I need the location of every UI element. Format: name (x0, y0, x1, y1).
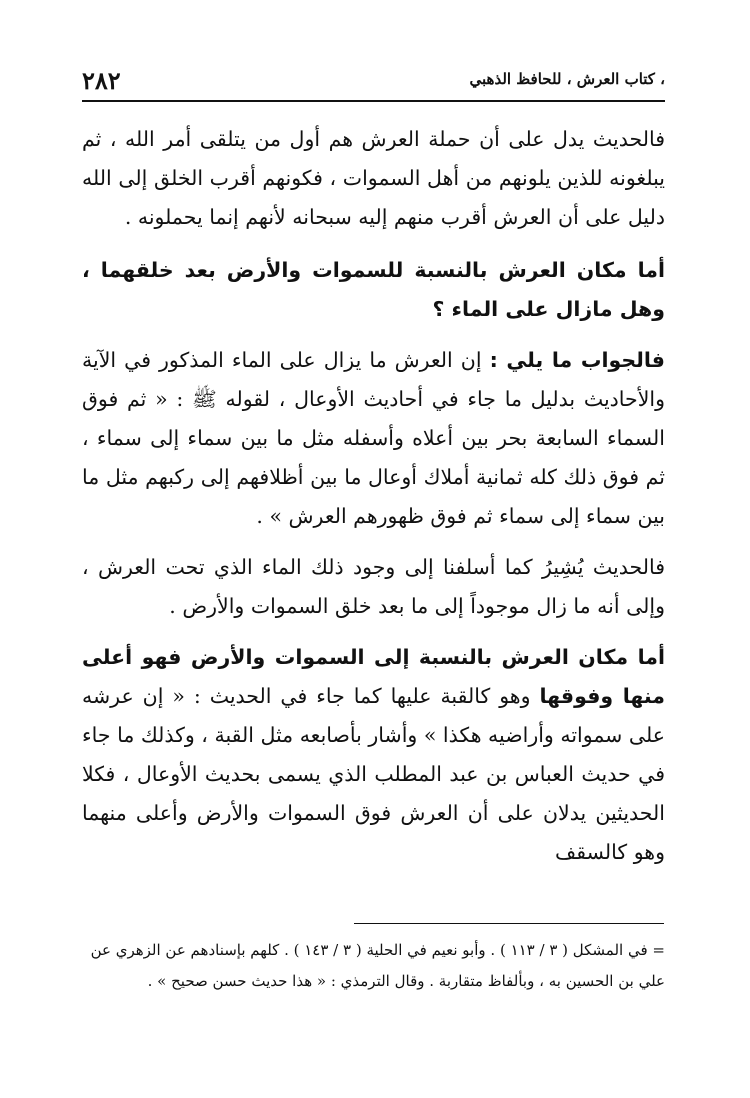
paragraph-3: فالحديث يُشِيرُ كما أسلفنا إلى وجود ذلك الماء الذي تحت العرش ، وإلى أنه ما زال موجوداً إلى ما بعد خلق السموات والأرض . (82, 555, 665, 618)
footnote (82, 935, 665, 997)
footnote-line-1: = في المشكل ( ٣ / ١١٣ ) . وأبو نعيم في الحلية ( ٣ / ١٤٣ ) . كلهم بإسنادهم عن الزهري عن (90, 941, 665, 959)
answer-lead: فالجواب ما يلي : (489, 348, 665, 372)
paragraph-2 (82, 341, 665, 536)
paragraph-2-text: إن العرش ما يزال على الماء المذكور في الآية والأحاديث بدليل ما جاء في أحاديث الأوعال ، لقوله ﷺ : « ثم فوق السماء السابعة بحر بين أعلاه وأسفله مثل ما بين سماء إلى سماء ، ثم فوق ذلك كله ثمانية أملاك أوعال ما بين أظلافهم إلى ركبهم مثل ما بين سماء إلى سماء ثم فوق ظهورهم العرش » . (82, 348, 665, 528)
running-header (82, 66, 665, 100)
paragraph-4-text: وهو كالقبة عليها كما جاء في الحديث : « إن عرشه على سمواته وأراضيه هكذا » وأشار بأصابعه مثل القبة ، وكذلك ما جاء في حديث العباس بن عبد المطلب الذي يسمى بحديث الأوعال ، فكلا الحديثين يدلان على أن العرش فوق السموات والأرض وأعلى منهما وهو كالسقف (82, 684, 665, 864)
header-rule (82, 100, 665, 102)
paragraph-1: فالحديث يدل على أن حملة العرش هم أول من يتلقى أمر الله ، ثم يبلغونه للذين يلونهم من أهل السموات ، فكونهم أقرب الخلق إلى الله دليل على أن العرش أقرب منهم إليه سبحانه لأنهم إنما يحملونه . (82, 127, 665, 229)
body-text (82, 120, 665, 872)
paragraph-4-lead: أما مكان العرش بالنسبة إلى السموات والأرض فهو أعلى منها وفوقها (82, 645, 665, 708)
question-heading: أما مكان العرش بالنسبة للسموات والأرض بعد خلقهما ، وهل مازال على الماء ؟ (82, 258, 665, 321)
footnote-line-2: علي بن الحسين به ، وبألفاظ متقاربة . وقال الترمذي : « هذا حديث حسن صحيح » . (147, 972, 665, 990)
paragraph-4 (82, 638, 665, 872)
page-number: ٢٨٢ (82, 66, 121, 95)
footnote-rule (354, 923, 664, 924)
header-title: ، كتاب العرش ، للحافظ الذهبي (469, 70, 665, 88)
